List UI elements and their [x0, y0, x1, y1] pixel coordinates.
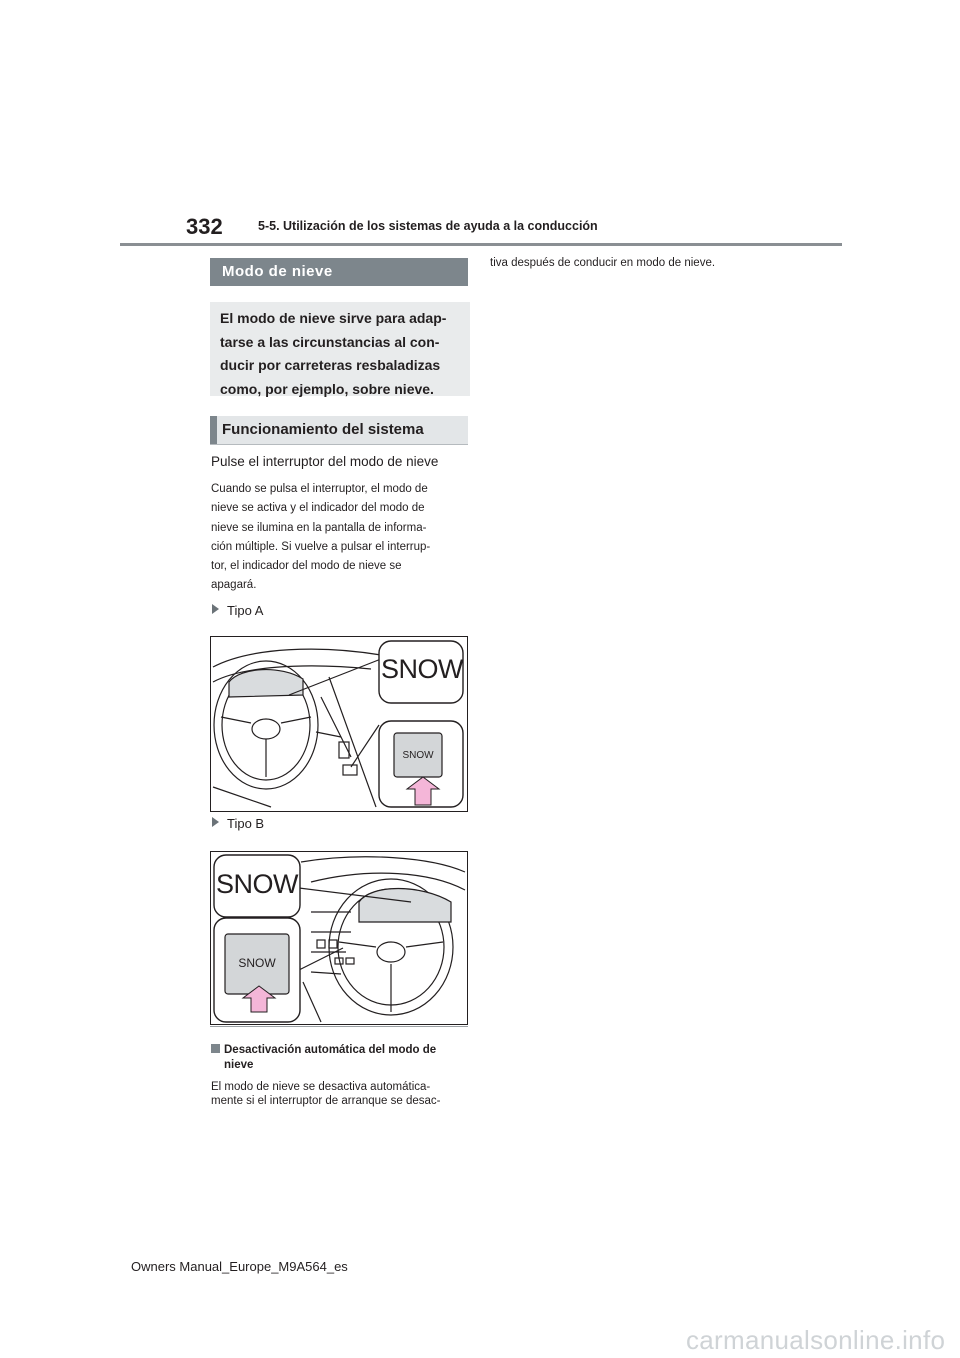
subheading-line: nieve — [224, 1059, 254, 1071]
subsection-divider — [210, 1026, 468, 1027]
intro-line: como, por ejemplo, sobre nieve. — [220, 380, 434, 397]
action-instruction: Pulse el interruptor del modo de nieve — [211, 454, 439, 469]
snow-button-text-b: SNOW — [238, 956, 276, 970]
intro-line: ducir por carreteras resbaladizas — [220, 357, 441, 373]
header-divider — [120, 243, 842, 246]
description-line: nieve se activa y el indicador del modo de — [211, 502, 425, 515]
subheading — [211, 1043, 471, 1073]
figure-type-b — [210, 851, 468, 1025]
triangle-bullet-icon — [212, 817, 219, 827]
intro-box — [210, 302, 470, 396]
subsection-title: Funcionamiento del sistema — [210, 416, 468, 445]
intro-line: tarse a las circunstancias al con- — [220, 333, 440, 350]
description — [211, 480, 471, 596]
subheading-line: Desactivación automática del modo de — [224, 1044, 437, 1056]
description-line: apagará. — [211, 579, 257, 592]
watermark: carmanualsonline.info — [686, 1325, 946, 1355]
snow-button-text-a: SNOW — [402, 750, 434, 761]
continued-text: tiva después de conducir en modo de nieve. — [490, 257, 716, 269]
footer-document-id: Owners Manual_Europe_M9A564_es — [131, 1259, 348, 1274]
type-a-label — [212, 603, 263, 618]
snow-callout-text-a: SNOW — [381, 654, 463, 684]
subsection-body — [211, 1080, 473, 1108]
square-bullet-icon — [211, 1044, 220, 1053]
type-b-label — [212, 816, 264, 831]
section-title: Modo de nieve — [210, 258, 468, 286]
triangle-bullet-icon — [212, 604, 219, 614]
figure-type-a — [210, 636, 468, 812]
description-line: ción múltiple. Si vuelve a pulsar el interrup- — [211, 540, 431, 553]
section-header: 5-5. Utilización de los sistemas de ayuda a la conducción — [258, 219, 598, 233]
snow-callout-text-b: SNOW — [216, 869, 298, 899]
description-line: tor, el indicador del modo de nieve se — [211, 560, 402, 573]
page-number: 332 — [186, 214, 223, 239]
description-line: Cuando se pulsa el interruptor, el modo de — [211, 483, 428, 495]
intro-line: El modo de nieve sirve para adap- — [220, 310, 447, 326]
description-line: nieve se ilumina en la pantalla de informa- — [211, 521, 427, 534]
type-b-text: Tipo B — [227, 816, 265, 831]
body-line: mente si el interruptor de arranque se desac- — [211, 1095, 441, 1107]
body-line: El modo de nieve se desactiva automática- — [211, 1081, 431, 1093]
type-a-text: Tipo A — [227, 603, 264, 618]
